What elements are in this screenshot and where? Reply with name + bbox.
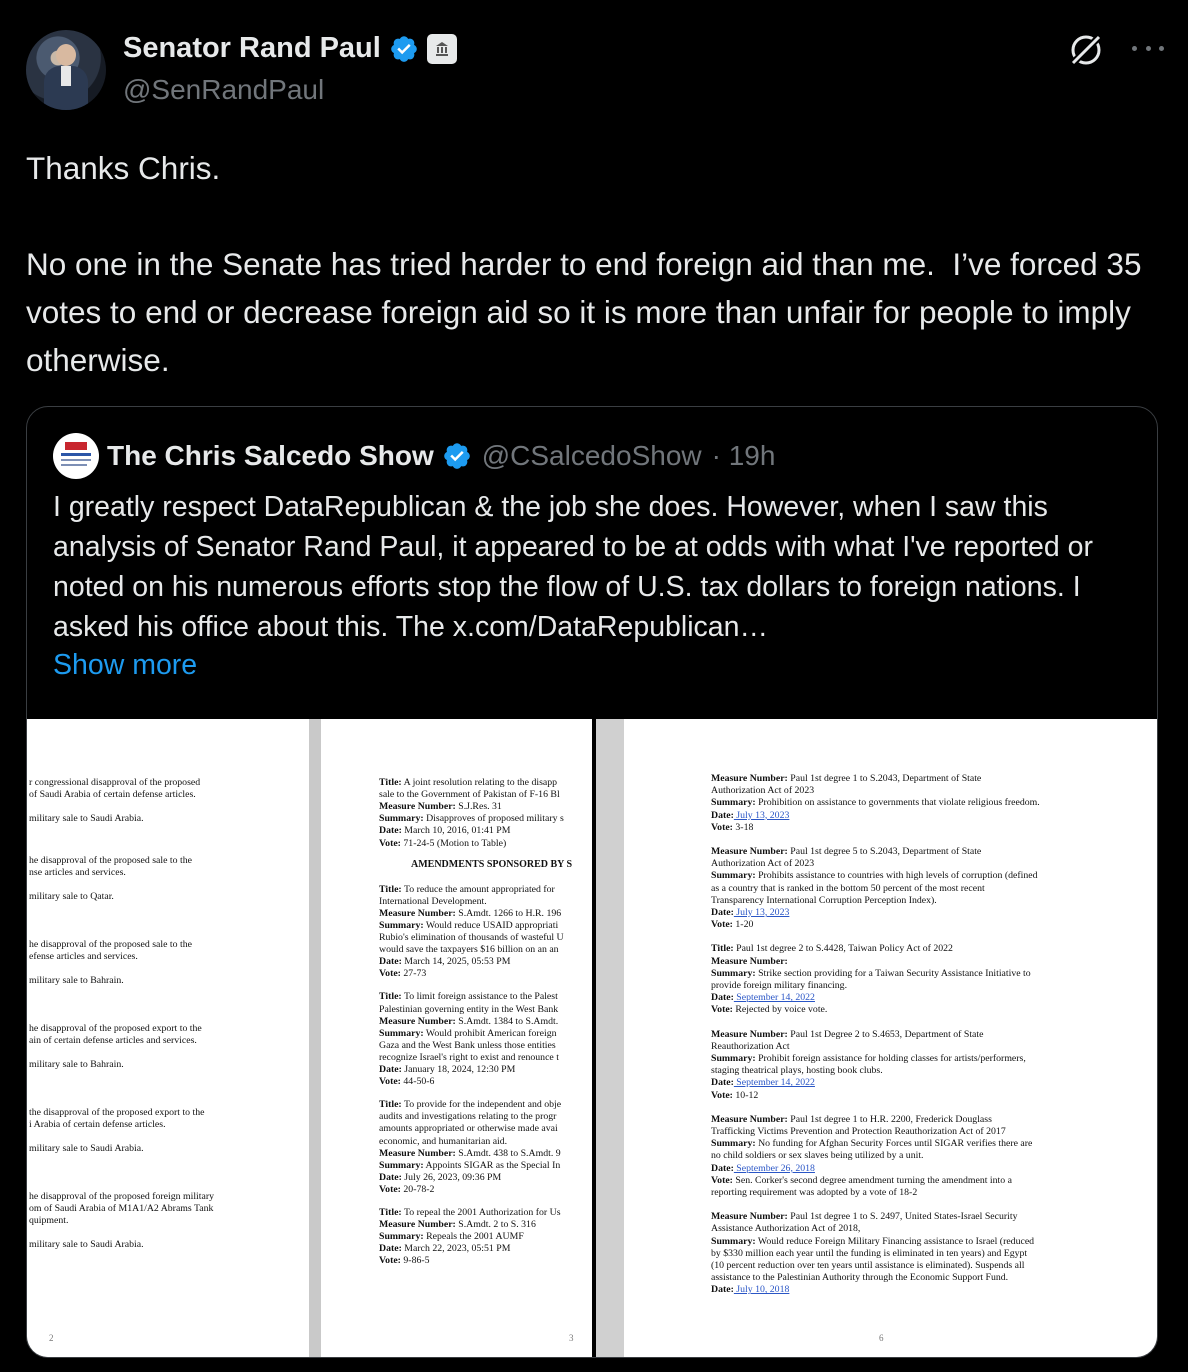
document-line: Summary: Would reduce Foreign Military Financing assistance to Israel (reduced bbox=[711, 1235, 1035, 1247]
document-line: audits and investigations relating to the progr bbox=[379, 1111, 557, 1123]
document-line: Date: March 22, 2023, 05:51 PM bbox=[379, 1243, 511, 1255]
document-line: by $330 million each year until the funding is eliminated in ten years) and Egypt bbox=[711, 1247, 1028, 1259]
document-line: as a country that is ranked in the bottom 50 percent of the most recent bbox=[711, 882, 985, 894]
document-line: Date: July 26, 2023, 09:36 PM bbox=[379, 1171, 502, 1183]
document-line: Measure Number: Paul 1st degree 1 to H.R. 2200, Frederick Douglass bbox=[711, 1113, 992, 1125]
page-number: 3 bbox=[569, 1333, 574, 1343]
document-line: Measure Number: S.J.Res. 31 bbox=[379, 801, 502, 813]
document-line: Title: Paul 1st degree 2 to S.4428, Taiwan Policy Act of 2022 bbox=[711, 943, 953, 955]
document-line: Title: To repeal the 2001 Authorization for Us bbox=[379, 1207, 561, 1218]
show-more-link[interactable]: Show more bbox=[53, 649, 198, 681]
document-line: Summary: No funding for Afghan Security Forces until SIGAR verifies there are bbox=[711, 1138, 1033, 1150]
document-line: Measure Number: Paul 1st degree 5 to S.2043, Department of State bbox=[711, 846, 982, 857]
document-line: Title: To provide for the independent and obje bbox=[379, 1099, 562, 1111]
document-line: Vote: Sen. Corker's second degree amendment turning the amendment into a bbox=[711, 1174, 1012, 1186]
grok-icon[interactable] bbox=[1066, 30, 1106, 70]
document-line: om of Saudi Arabia of M1A1/A2 Abrams Tank bbox=[29, 1203, 214, 1214]
document-line: nse articles and services. bbox=[29, 867, 126, 878]
verified-badge-icon bbox=[442, 441, 472, 471]
document-line: Summary: Appoints SIGAR as the Special In bbox=[379, 1159, 561, 1171]
document-line: i Arabia of certain defense articles. bbox=[29, 1119, 166, 1130]
document-line: Date: September 26, 2018 bbox=[711, 1162, 815, 1174]
document-line: Trafficking Victims Prevention and Protection Reauthorization Act of 2017 bbox=[711, 1126, 1006, 1137]
document-line: Rubio's elimination of thousands of wasteful U bbox=[379, 932, 564, 943]
document-line: Summary: Repeals the 2001 AUMF bbox=[379, 1231, 524, 1243]
document-line: would save the taxpayers $16 billion on an an bbox=[379, 944, 559, 956]
document-line: military sale to Bahrain. bbox=[29, 1059, 124, 1070]
document-line: Vote: Rejected by voice vote. bbox=[711, 1004, 828, 1016]
avatar-logo-mark bbox=[65, 442, 87, 450]
document-line: military sale to Saudi Arabia. bbox=[29, 813, 144, 824]
document-line: Assistance Authorization Act of 2018, bbox=[711, 1223, 861, 1235]
more-dot bbox=[1159, 46, 1164, 51]
document-page-3 bbox=[321, 719, 592, 1358]
quoted-tweet-text: I greatly respect DataRepublican & the job she does. However, when I saw this analysis of Senator Rand Paul, it appeared to be at odds with what I've reported or noted on his numerous efforts stop the flow of U.S. tax dollars to foreign nations. I asked his office about this. The x.com/DataRepublican… bbox=[53, 491, 1093, 643]
document-line: (10 percent reduction over ten years until assistance is eliminated). Suspends all bbox=[711, 1260, 1025, 1271]
document-line: staging theatrical plays, hosting book clubs. bbox=[711, 1065, 883, 1077]
document-line: Date: March 10, 2016, 01:41 PM bbox=[379, 825, 511, 837]
more-options-icon[interactable] bbox=[1132, 42, 1164, 54]
document-line: Gaza and the West Bank unless those entities bbox=[379, 1039, 556, 1051]
document-line: Summary: Disapproves of proposed military s bbox=[379, 813, 564, 825]
avatar-shirt bbox=[61, 66, 71, 86]
document-line: Summary: Prohibition on assistance to governments that violate religious freedom. bbox=[711, 797, 1040, 809]
document-line: Date: January 18, 2024, 12:30 PM bbox=[379, 1064, 516, 1075]
document-line: of Saudi Arabia of certain defense articles. bbox=[29, 789, 196, 800]
author-handle[interactable]: @SenRandPaul bbox=[123, 74, 325, 105]
document-line: Date: March 14, 2025, 05:53 PM bbox=[379, 956, 511, 968]
verified-badge-icon bbox=[389, 34, 419, 64]
author-avatar[interactable] bbox=[26, 30, 106, 110]
document-line: Vote: 27-73 bbox=[379, 968, 427, 980]
document-line: no child soldiers or sex slaves being utilized by a unit. bbox=[711, 1150, 924, 1162]
document-line: ain of certain defense articles and services. bbox=[29, 1035, 197, 1046]
document-line: Vote: 10-12 bbox=[711, 1089, 759, 1101]
page-number: 6 bbox=[879, 1333, 884, 1343]
document-line: military sale to Saudi Arabia. bbox=[29, 1239, 144, 1250]
document-line: Title: A joint resolution relating to the disapp bbox=[379, 777, 558, 788]
document-line: Vote: 3-18 bbox=[711, 821, 754, 833]
document-line: Date: September 14, 2022 bbox=[711, 1077, 815, 1089]
document-line: recognize Israel's right to exist and renounce t bbox=[379, 1051, 559, 1063]
document-line: Title: To limit foreign assistance to the Palest bbox=[379, 991, 558, 1003]
document-line: Date: July 10, 2018 bbox=[711, 1284, 790, 1296]
document-line: Measure Number: bbox=[711, 955, 788, 967]
quoted-author-name[interactable]: The Chris Salcedo Show bbox=[107, 440, 434, 471]
media-image-left[interactable] bbox=[27, 719, 592, 1358]
document-line: Measure Number: S.Amdt. 2 to S. 316 bbox=[379, 1219, 536, 1231]
document-line: Measure Number: Paul 1st degree 1 to S.2043, Department of State bbox=[711, 773, 982, 784]
quoted-media[interactable] bbox=[27, 719, 1158, 1358]
document-line: Transparency International Corruption Perception Index). bbox=[711, 894, 937, 906]
document-line: Summary: Prohibits assistance to countries with high levels of corruption (defined bbox=[711, 870, 1038, 882]
avatar-logo-line bbox=[61, 464, 87, 466]
document-line: Summary: Strike section providing for a Taiwan Security Assistance Initiative to bbox=[711, 967, 1031, 979]
document-line: quipment. bbox=[29, 1215, 69, 1226]
document-line: Vote: 44-50-6 bbox=[379, 1076, 435, 1088]
document-line: he disapproval of the proposed sale to the bbox=[29, 855, 192, 866]
document-page-6 bbox=[624, 719, 1158, 1358]
author-display-name[interactable]: Senator Rand Paul bbox=[123, 32, 381, 64]
amendments-heading: AMENDMENTS SPONSORED BY S bbox=[411, 859, 573, 870]
avatar-logo-line bbox=[61, 453, 91, 456]
document-line: Summary: Prohibit foreign assistance for holding classes for artists/performers, bbox=[711, 1053, 1026, 1064]
document-line: Date: July 13, 2023 bbox=[711, 809, 790, 821]
document-line: he disapproval of the proposed export to the bbox=[29, 1023, 202, 1034]
document-line: Summary: Would reduce USAID appropriati bbox=[379, 919, 559, 931]
more-dot bbox=[1146, 46, 1151, 51]
document-line: Vote: 71-24-5 (Motion to Table) bbox=[379, 837, 507, 849]
document-line: efense articles and services. bbox=[29, 951, 138, 962]
avatar-head bbox=[56, 44, 76, 66]
avatar-logo-line bbox=[61, 459, 91, 461]
page-number: 2 bbox=[49, 1333, 54, 1343]
quoted-author-avatar[interactable] bbox=[53, 433, 99, 479]
quoted-author-handle[interactable]: @CSalcedoShow bbox=[481, 440, 702, 471]
document-line: Date: September 14, 2022 bbox=[711, 992, 815, 1004]
document-line: he disapproval of the proposed foreign military bbox=[29, 1191, 215, 1202]
document-line: Measure Number: S.Amdt. 1384 to S.Amdt. bbox=[379, 1015, 559, 1027]
document-line: Vote: 20-78-2 bbox=[379, 1183, 435, 1195]
document-line: Measure Number: Paul 1st Degree 2 to S.4653, Department of State bbox=[711, 1028, 984, 1040]
document-line: amounts appropriated or otherwise made avai bbox=[379, 1123, 558, 1135]
document-line: Palestinian governing entity in the West Bank bbox=[379, 1003, 559, 1015]
document-line: Authorization Act of 2023 bbox=[711, 858, 815, 870]
quoted-tweet[interactable] bbox=[26, 406, 1158, 1358]
document-line: Vote: 1-20 bbox=[711, 919, 754, 931]
author-name-row bbox=[123, 32, 457, 65]
document-line: economic, and humanitarian aid. bbox=[379, 1135, 508, 1147]
document-line: Title: To reduce the amount appropriated for bbox=[379, 883, 555, 895]
document-line: military sale to Bahrain. bbox=[29, 975, 124, 986]
media-image-right[interactable] bbox=[596, 719, 1158, 1358]
document-line: assistance to the Palestinian Authority through the Economic Support Fund. bbox=[711, 1272, 1009, 1284]
more-dot bbox=[1132, 46, 1137, 51]
tweet-header bbox=[26, 28, 1166, 112]
document-line: military sale to Qatar. bbox=[29, 891, 114, 902]
document-line: the disapproval of the proposed export to the bbox=[29, 1107, 205, 1118]
document-line: sale to the Government of Pakistan of F-16 Bl bbox=[379, 789, 560, 801]
tweet-text: Thanks Chris. No one in the Senate has tried harder to end foreign aid than me. I’ve forced 35 votes to end or decrease foreign aid so it is more than unfair for people to imply otherwise. bbox=[26, 150, 1142, 378]
document-line: r congressional disapproval of the proposed bbox=[29, 777, 201, 788]
document-page-2 bbox=[27, 719, 309, 1358]
document-line: he disapproval of the proposed sale to the bbox=[29, 939, 192, 950]
quoted-tweet-header bbox=[53, 433, 775, 479]
document-line: Measure Number: S.Amdt. 438 to S.Amdt. 9 bbox=[379, 1147, 561, 1159]
quoted-timestamp[interactable]: · 19h bbox=[711, 440, 776, 471]
document-line: military sale to Saudi Arabia. bbox=[29, 1143, 144, 1154]
document-line: provide foreign military financing. bbox=[711, 980, 848, 991]
document-line: Authorization Act of 2023 bbox=[711, 785, 815, 797]
document-line: Date: July 13, 2023 bbox=[711, 907, 790, 918]
document-line: Reauthorization Act bbox=[711, 1040, 790, 1052]
government-building-icon bbox=[427, 34, 457, 64]
document-line: Measure Number: Paul 1st degree 1 to S. 2497, United States-Israel Security bbox=[711, 1211, 1018, 1223]
document-line: Measure Number: S.Amdt. 1266 to H.R. 196 bbox=[379, 907, 562, 919]
document-line: Summary: Would prohibit American foreign bbox=[379, 1027, 557, 1039]
document-line: Vote: 9-86-5 bbox=[379, 1255, 430, 1267]
document-line: reporting requirement was adopted by a vote of 18-2 bbox=[711, 1187, 918, 1198]
document-line: International Development. bbox=[379, 895, 487, 907]
